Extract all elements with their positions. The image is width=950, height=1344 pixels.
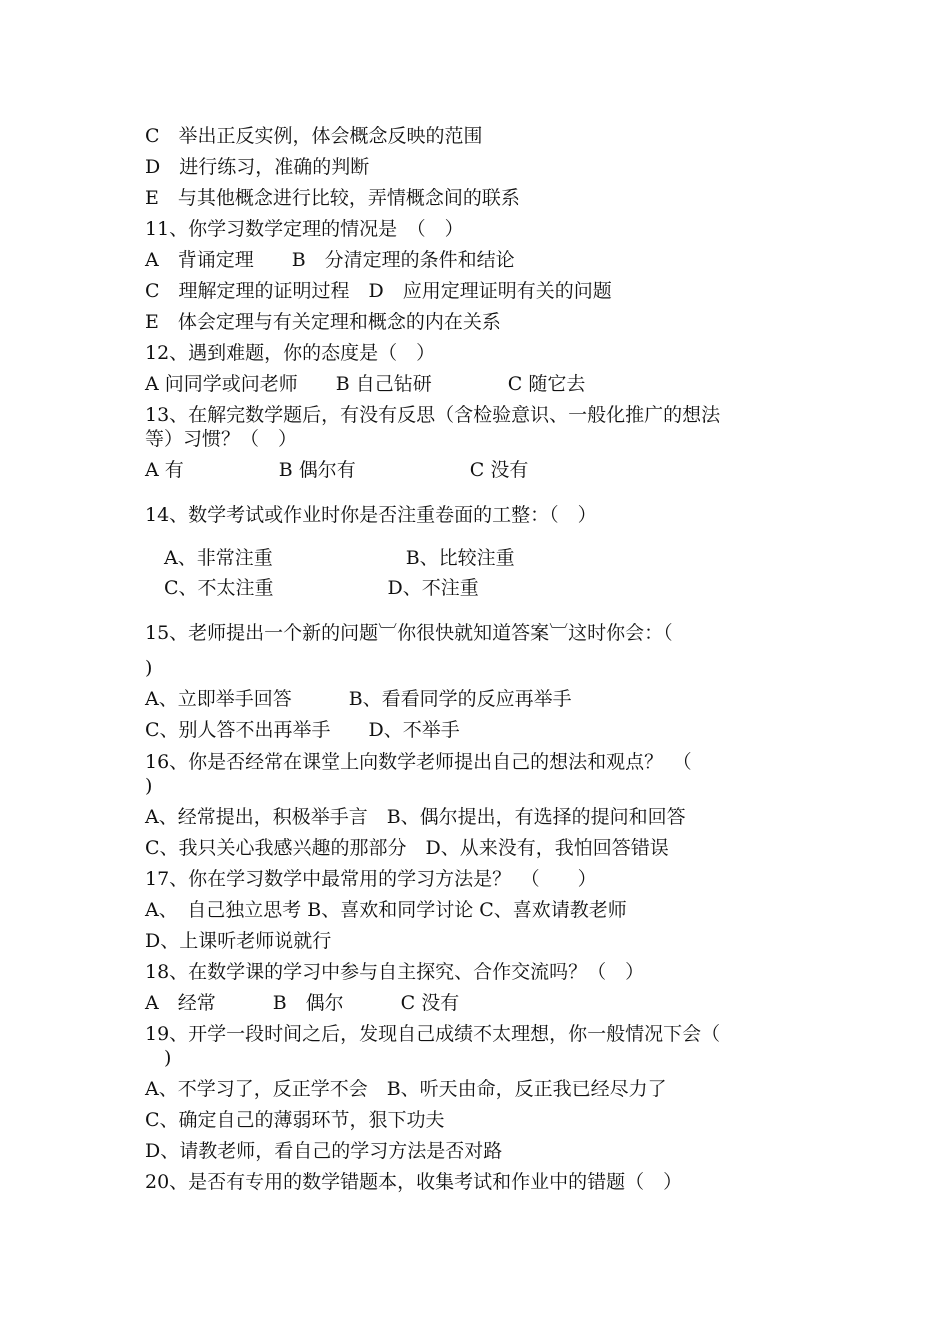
options-16-cd: C、我只关心我感兴趣的那部分 D、从来没有，我怕回答错误 (145, 837, 669, 859)
options-13: A 有 B 偶尔有 C 没有 (145, 459, 529, 481)
option-17d: D、上课听老师说就行 (145, 930, 332, 952)
option-11e: E 体会定理与有关定理和概念的内在关系 (145, 311, 501, 333)
option-10c: C 举出正反实例，体会概念反映的范围 (145, 125, 483, 147)
question-19-line2: ) (145, 1047, 172, 1069)
question-15-line1: 15、老师提出一个新的问题︺你很快就知道答案︺这时你会：（ (145, 622, 673, 644)
options-15-ab: A、立即举手回答 B、看看同学的反应再举手 (145, 688, 572, 710)
options-15-cd: C、别人答不出再举手 D、不举手 (145, 719, 460, 741)
options-11-cd: C 理解定理的证明过程 D 应用定理证明有关的问题 (145, 280, 612, 302)
option-10d: D 进行练习，准确的判断 (145, 156, 370, 178)
options-16-ab: A、经常提出，积极举手言 B、偶尔提出，有选择的提问和回答 (145, 806, 686, 828)
question-20: 20、是否有专用的数学错题本，收集考试和作业中的错题（ ） (145, 1171, 683, 1193)
options-17-abc: A、 自己独立思考 B、喜欢和同学讨论 C、喜欢请教老师 (145, 899, 627, 921)
option-19c: C、确定自己的薄弱环节，狠下功夫 (145, 1109, 445, 1131)
option-10e: E 与其他概念进行比较，弄情概念间的联系 (145, 187, 520, 209)
question-19-line1: 19、开学一段时间之后，发现自己成绩不太理想，你一般情况下会（ (145, 1023, 721, 1045)
question-17: 17、你在学习数学中最常用的学习方法是？ （ ） (145, 868, 597, 890)
options-14-cd: C、不太注重 D、不注重 (145, 577, 479, 599)
question-13-line2: 等）习惯？（ ） (145, 428, 298, 450)
question-18: 18、在数学课的学习中参与自主探究、合作交流吗？（ ） (145, 961, 645, 983)
options-18: A 经常 B 偶尔 C 没有 (145, 992, 460, 1014)
option-19d: D、请教老师，看自己的学习方法是否对路 (145, 1140, 503, 1162)
question-13-line1: 13、在解完数学题后，有没有反思（含检验意识、一般化推广的想法 (145, 404, 721, 426)
question-11: 11、你学习数学定理的情况是 （ ） (145, 218, 464, 240)
options-14-ab: A、非常注重 B、比较注重 (145, 547, 515, 569)
question-16-line2: ) (145, 775, 153, 797)
options-19-ab: A、不学习了，反正学不会 B、听天由命，反正我已经尽力了 (145, 1078, 667, 1100)
question-15-line2: ) (145, 657, 153, 679)
question-12: 12、遇到难题，你的态度是（ ） (145, 342, 436, 364)
options-11-ab: A 背诵定理 B 分清定理的条件和结论 (145, 249, 515, 271)
options-12: A 问同学或问老师 B 自己钻研 C 随它去 (145, 373, 586, 395)
question-16-line1: 16、你是否经常在课堂上向数学老师提出自己的想法和观点？ （ (145, 751, 692, 773)
question-14: 14、数学考试或作业时你是否注重卷面的工整：（ ） (145, 504, 597, 526)
